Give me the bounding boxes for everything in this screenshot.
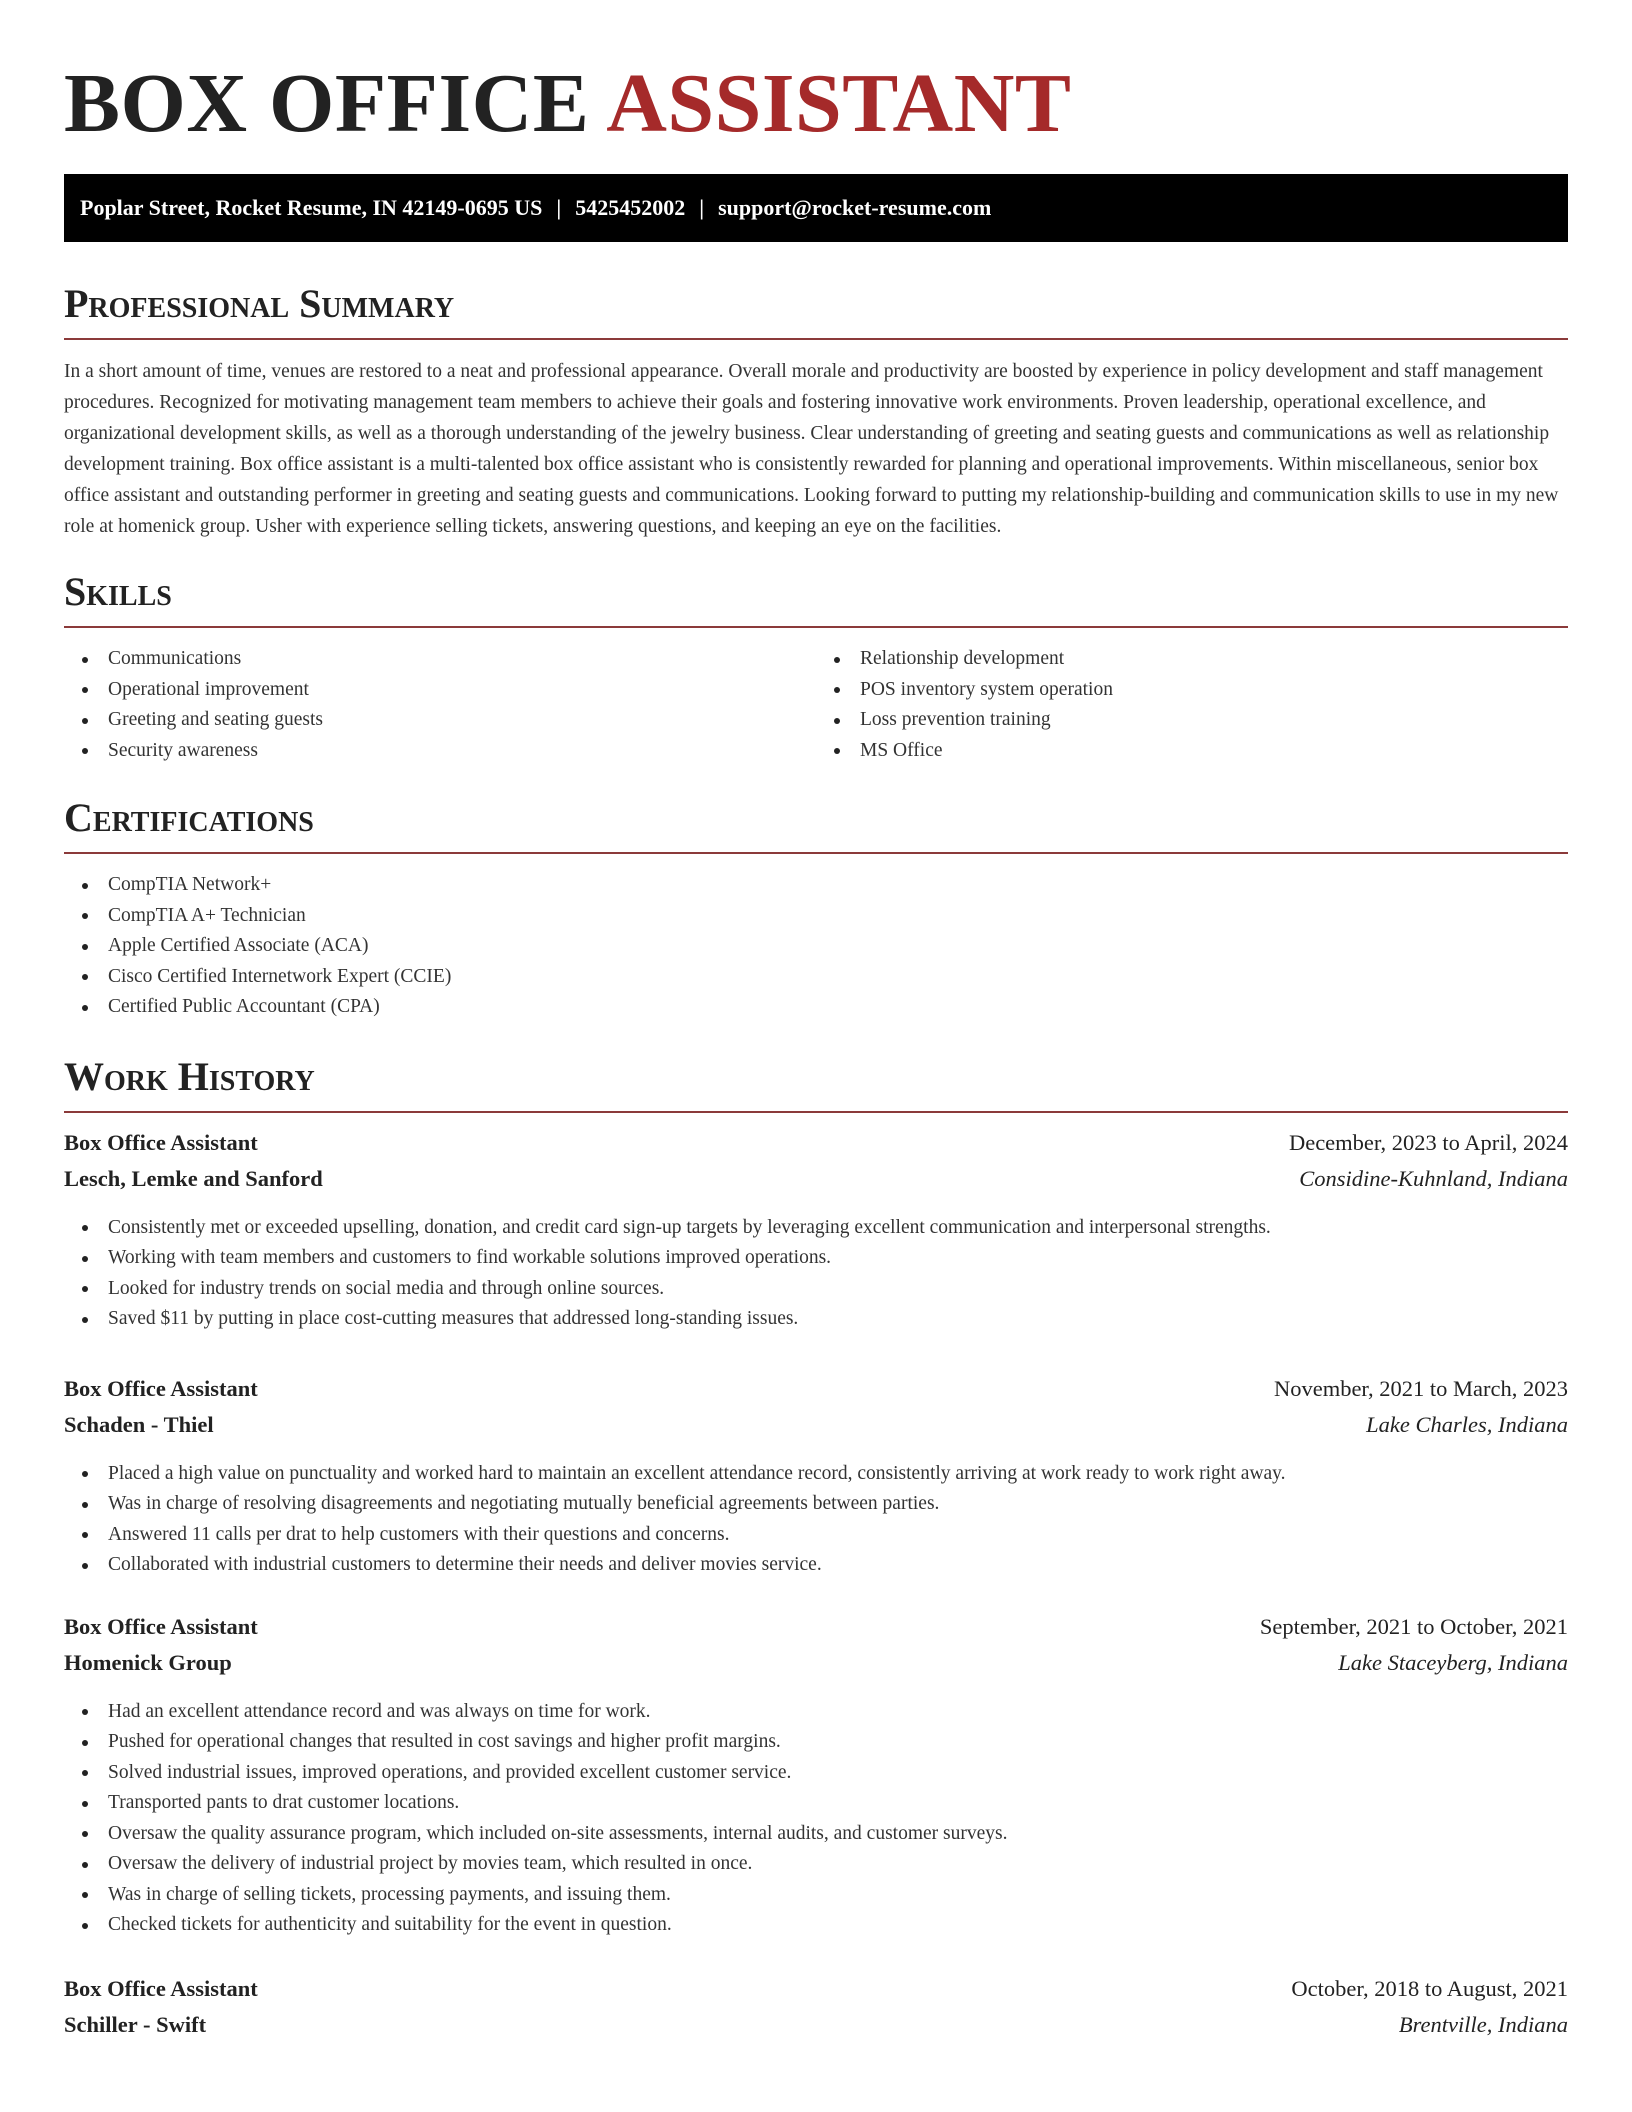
summary-heading: Professional Summary xyxy=(64,281,455,326)
job-duty: Oversaw the quality assurance program, which included on-site assessments, internal audits, and customer surveys. xyxy=(64,1819,1568,1850)
job-entry xyxy=(64,1971,1568,2043)
summary-section xyxy=(64,280,1568,542)
job-subheader-row xyxy=(64,2007,1568,2043)
job-subheader-row xyxy=(64,1161,1568,1197)
contact-separator: | xyxy=(556,195,562,220)
job-title: Box Office Assistant xyxy=(64,1613,258,1639)
job-duty: Was in charge of resolving disagreements and negotiating mutually beneficial agreements between parties. xyxy=(64,1489,1568,1520)
skills-list-left xyxy=(64,644,816,766)
skills-section xyxy=(64,568,1568,766)
job-company: Homenick Group xyxy=(64,1649,232,1675)
certifications-heading: Certifications xyxy=(64,795,314,840)
job-subheader-row xyxy=(64,1645,1568,1681)
skill-item: Loss prevention training xyxy=(816,705,1568,736)
job-subheader-row xyxy=(64,1407,1568,1443)
skill-item: Communications xyxy=(64,644,816,675)
job-dates: October, 2018 to August, 2021 xyxy=(1291,1975,1568,2001)
skill-item: Operational improvement xyxy=(64,675,816,706)
job-header-row xyxy=(64,1971,1568,2007)
job-duty: Had an excellent attendance record and was always on time for work. xyxy=(64,1697,1568,1728)
job-duty: Solved industrial issues, improved operations, and provided excellent customer service. xyxy=(64,1758,1568,1789)
job-location: Considine-Kuhnland, Indiana xyxy=(1299,1165,1568,1191)
section-divider xyxy=(64,852,1568,854)
job-company: Schiller - Swift xyxy=(64,2011,207,2037)
certification-item: Apple Certified Associate (ACA) xyxy=(64,931,1568,962)
job-duty: Checked tickets for authenticity and suitability for the event in question. xyxy=(64,1910,1568,1941)
job-duties-list xyxy=(64,1213,1568,1335)
skills-heading: Skills xyxy=(64,569,172,614)
job-dates: September, 2021 to October, 2021 xyxy=(1259,1613,1568,1639)
work-history-heading: Work History xyxy=(64,1053,315,1099)
name-first: BOX OFFICE xyxy=(64,57,590,150)
job-entry xyxy=(64,1125,1568,1335)
job-company: Schaden - Thiel xyxy=(64,1411,214,1437)
job-duty: Was in charge of selling tickets, processing payments, and issuing them. xyxy=(64,1880,1568,1911)
job-duties-list xyxy=(64,1697,1568,1941)
contact-bar xyxy=(64,174,1568,242)
job-header-row xyxy=(64,1371,1568,1407)
certification-item: Certified Public Accountant (CPA) xyxy=(64,992,1568,1023)
job-duty: Answered 11 calls per drat to help customers with their questions and concerns. xyxy=(64,1520,1568,1551)
job-duty: Pushed for operational changes that resulted in cost savings and higher profit margins. xyxy=(64,1727,1568,1758)
name-second: ASSISTANT xyxy=(606,57,1072,150)
contact-address: Poplar Street, Rocket Resume, IN 42149-0695 US xyxy=(80,195,543,220)
job-duty: Consistently met or exceeded upselling, donation, and credit card sign-up targets by leveraging excellent communication and interpersonal strengths. xyxy=(64,1213,1568,1244)
contact-email: support@rocket-resume.com xyxy=(718,195,992,220)
job-title: Box Office Assistant xyxy=(64,1129,258,1155)
job-title: Box Office Assistant xyxy=(64,1375,258,1401)
certifications-list xyxy=(64,870,1568,1023)
skill-item: MS Office xyxy=(816,736,1568,767)
section-divider xyxy=(64,1111,1568,1113)
job-duty: Oversaw the delivery of industrial project by movies team, which resulted in once. xyxy=(64,1849,1568,1880)
work-history-section xyxy=(64,1053,1568,2043)
job-title: Box Office Assistant xyxy=(64,1975,258,2001)
skills-grid xyxy=(64,644,1568,766)
job-dates: November, 2021 to March, 2023 xyxy=(1273,1375,1568,1401)
job-location: Lake Charles, Indiana xyxy=(1366,1411,1568,1437)
job-header-row xyxy=(64,1125,1568,1161)
job-duty: Saved $11 by putting in place cost-cutting measures that addressed long-standing issues. xyxy=(64,1304,1568,1335)
section-divider xyxy=(64,338,1568,340)
job-duties-list xyxy=(64,1459,1568,1581)
job-duty: Collaborated with industrial customers to determine their needs and deliver movies service. xyxy=(64,1550,1568,1581)
job-entry xyxy=(64,1371,1568,1581)
job-duty: Looked for industry trends on social media and through online sources. xyxy=(64,1274,1568,1305)
skills-list-right xyxy=(816,644,1568,766)
job-header-row xyxy=(64,1609,1568,1645)
job-duty: Placed a high value on punctuality and worked hard to maintain an excellent attendance record, consistently arriving at work ready to work right away. xyxy=(64,1459,1568,1490)
job-duty: Working with team members and customers to find workable solutions improved operations. xyxy=(64,1243,1568,1274)
skill-item: Relationship development xyxy=(816,644,1568,675)
contact-separator: | xyxy=(699,195,705,220)
resume-title xyxy=(64,0,1568,150)
section-divider xyxy=(64,626,1568,628)
job-duty: Transported pants to drat customer locations. xyxy=(64,1788,1568,1819)
skill-item: Security awareness xyxy=(64,736,816,767)
contact-phone: 5425452002 xyxy=(575,195,686,220)
job-entry xyxy=(64,1609,1568,1941)
certification-item: CompTIA Network+ xyxy=(64,870,1568,901)
job-location: Lake Staceyberg, Indiana xyxy=(1338,1649,1568,1675)
skill-item: POS inventory system operation xyxy=(816,675,1568,706)
certification-item: CompTIA A+ Technician xyxy=(64,901,1568,932)
certifications-section xyxy=(64,794,1568,1023)
summary-text: In a short amount of time, venues are restored to a neat and professional appearance. Overall morale and productivity are boosted by experience in policy development and staff management procedures. Recognized for motivating management team members to achieve their goals and fostering innovative work environments. Proven leadership, operational excellence, and organizational development skills, as well as a thorough understanding of the jewelry business. Clear understanding of greeting and seating guests and communications as well as relationship development training. Box office assistant is a multi-talented box office assistant who is consistently rewarded for planning and operational improvements. Within miscellaneous, senior box office assistant and outstanding performer in greeting and seating guests and communications. Looking forward to putting my relationship-building and communication skills to use in my new role at homenick group. Usher with experience selling tickets, answering questions, and keeping an eye on the facilities. xyxy=(64,361,1559,537)
certification-item: Cisco Certified Internetwork Expert (CCIE) xyxy=(64,962,1568,993)
job-dates: December, 2023 to April, 2024 xyxy=(1288,1129,1568,1155)
job-location: Brentville, Indiana xyxy=(1398,2011,1568,2037)
job-company: Lesch, Lemke and Sanford xyxy=(64,1165,323,1191)
skill-item: Greeting and seating guests xyxy=(64,705,816,736)
